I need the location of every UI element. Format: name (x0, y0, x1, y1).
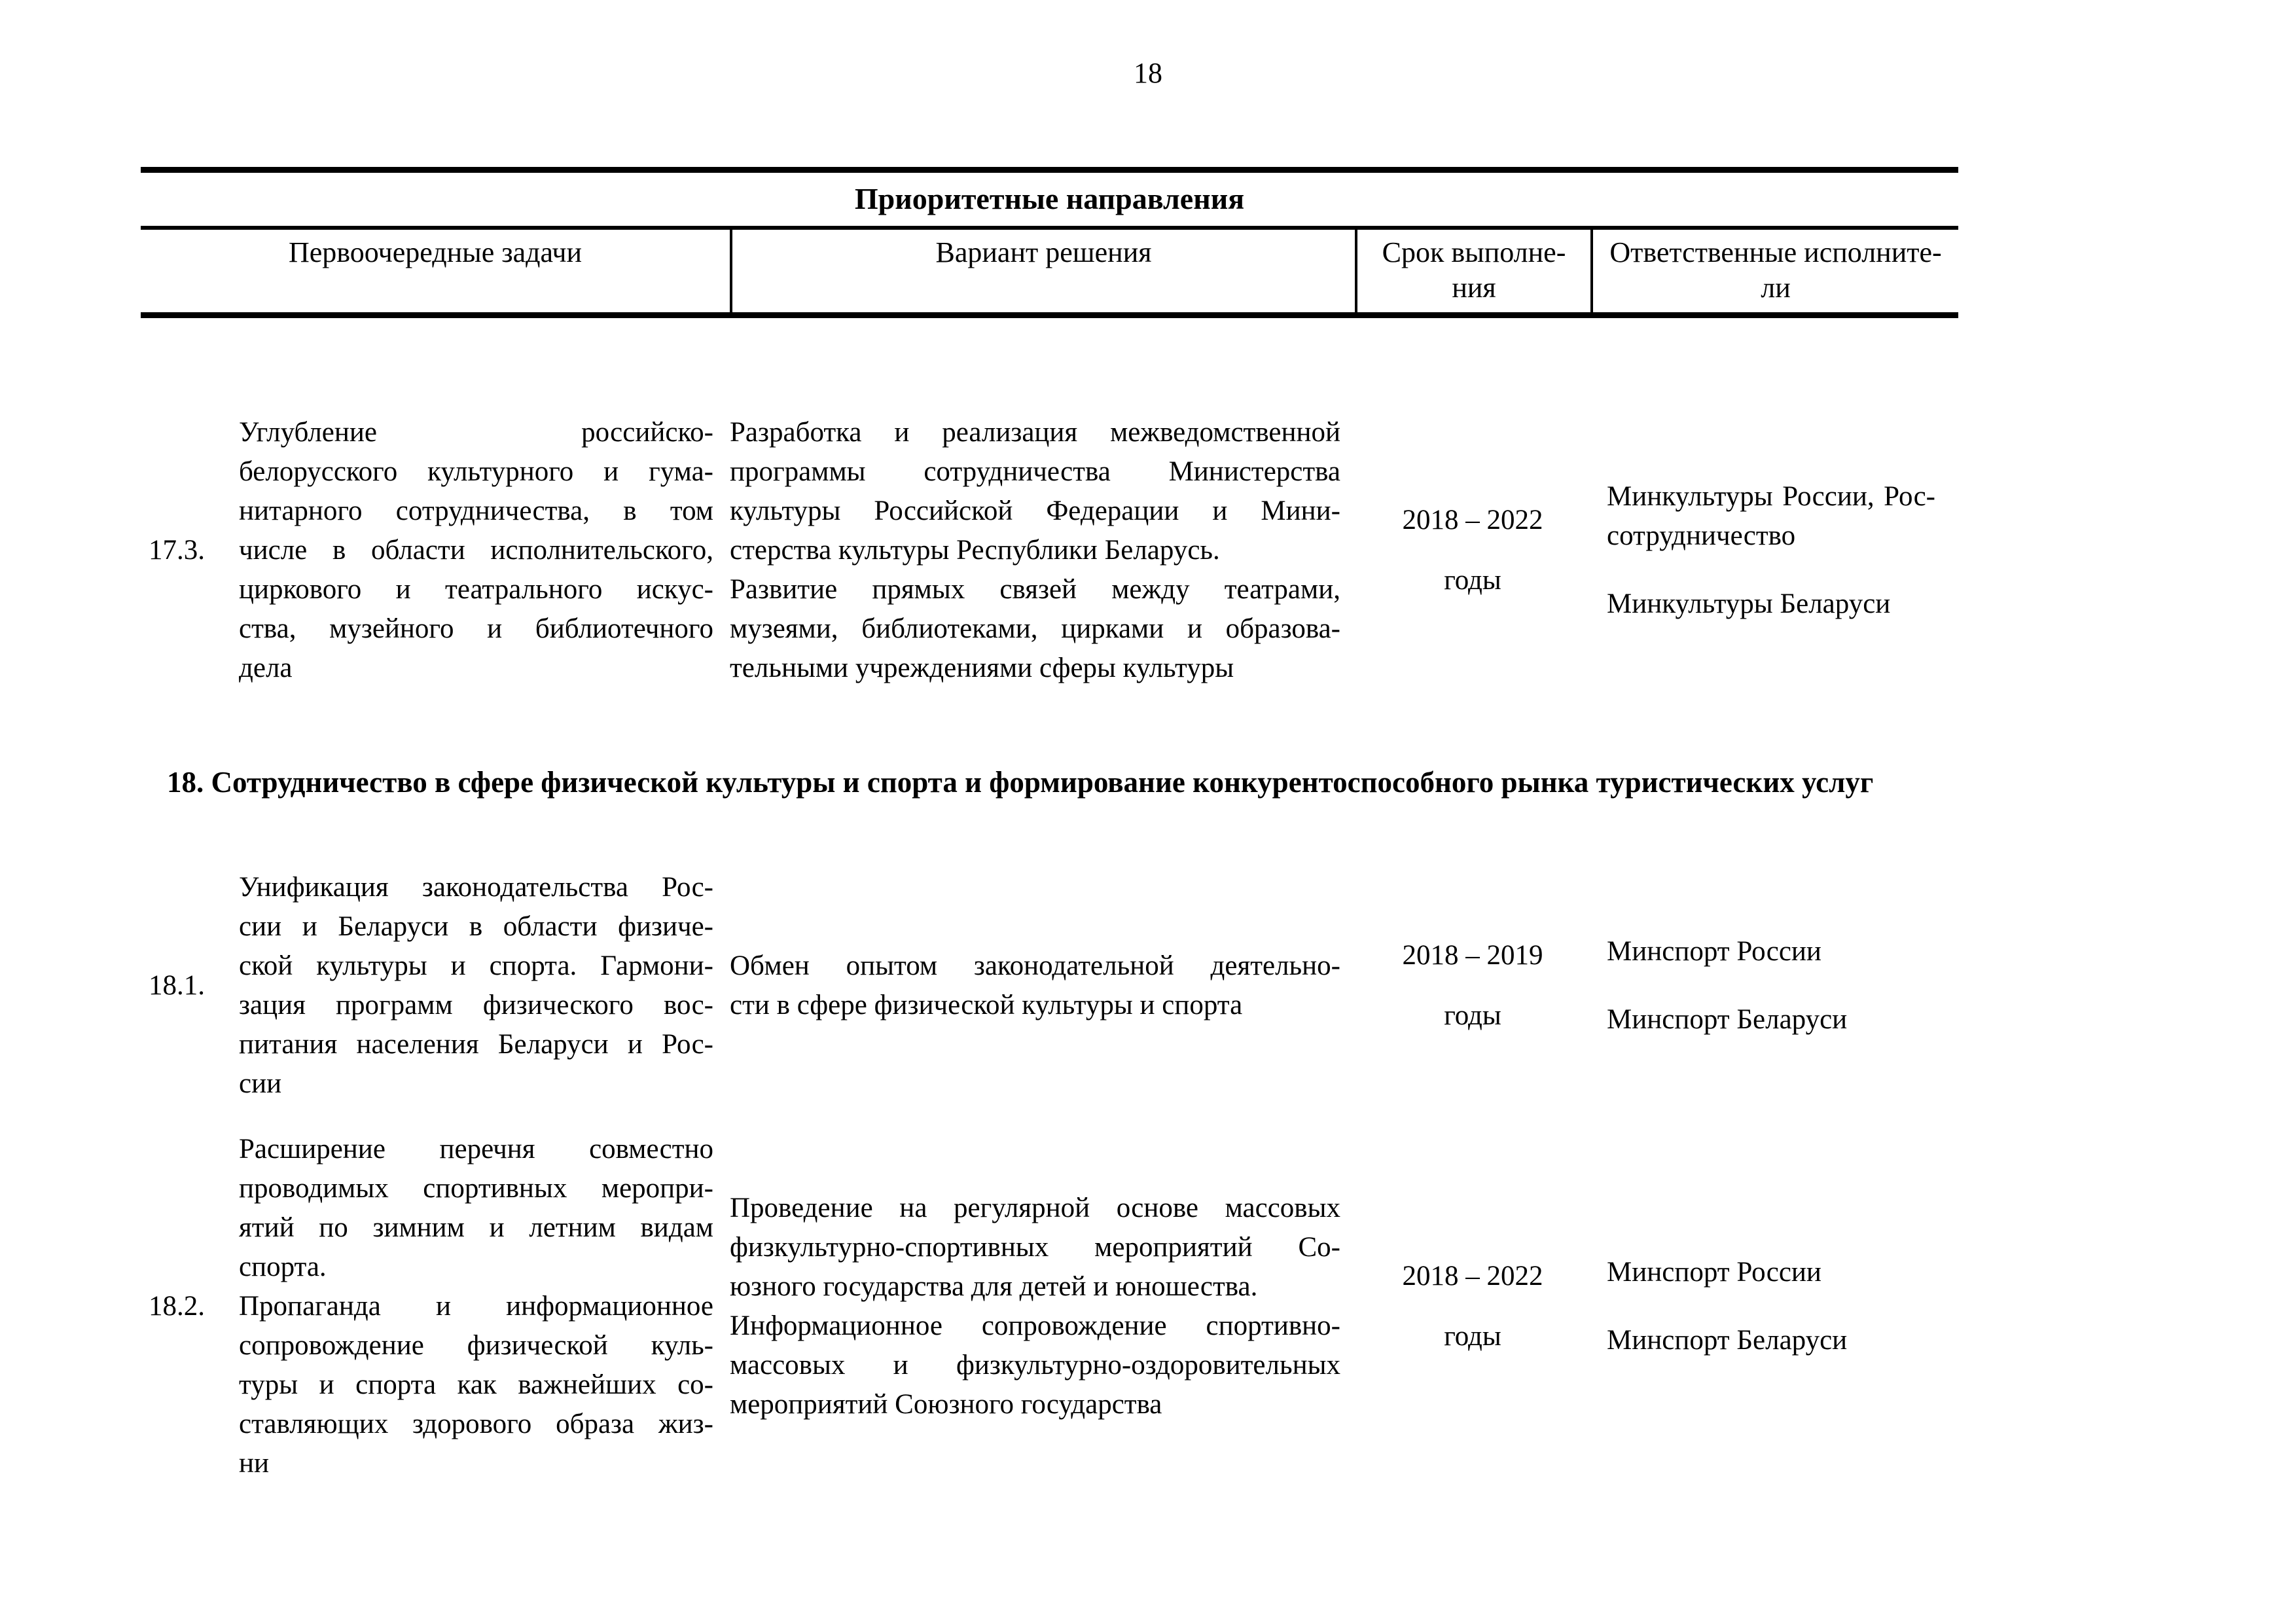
text-line: Срок выполне- (1382, 236, 1566, 268)
text-line: Минспорт Беларуси (1607, 1325, 1848, 1356)
priority-directions-table (141, 167, 1958, 1483)
text-line: ской культуры и спорта. Гармони- (239, 950, 713, 981)
paragraph (730, 413, 1340, 570)
paragraph (1607, 932, 1935, 971)
text-line: 2018 – 2022 (1402, 505, 1543, 535)
paragraph (239, 868, 713, 1104)
text-line: Вариант решения (935, 236, 1152, 268)
text-line: стерства культуры Республики Беларусь. (730, 535, 1220, 566)
executors-cell (1590, 477, 1958, 624)
row-number: 18.2. (149, 1291, 205, 1322)
paragraph (239, 1287, 713, 1483)
paragraph (730, 1307, 1340, 1424)
text-line: мероприятий Союзного государства (730, 1389, 1162, 1420)
text-line: Минспорт России (1607, 1257, 1821, 1288)
text-line: Пропаганда и информационное (239, 1291, 713, 1322)
paragraph (1607, 585, 1935, 624)
text-line: сии и Беларуси в области физиче- (239, 911, 713, 942)
period-cell (1355, 1246, 1590, 1367)
tasks-cell (141, 413, 730, 688)
row-number: 17.3. (149, 535, 205, 566)
text-line: музеями, библиотеками, цирками и образова- (730, 613, 1340, 644)
text-line: Минспорт Беларуси (1607, 1004, 1848, 1035)
text-line: белорусского культурного и гума- (239, 456, 713, 487)
tasks-text (239, 413, 730, 688)
header-cell-tasks (141, 230, 730, 312)
table-row-17-3 (141, 413, 1958, 688)
text-line: годы (1444, 1321, 1501, 1352)
text-line: годы (1444, 1000, 1501, 1031)
text-line: Информационное сопровождение спортивно- (730, 1310, 1340, 1341)
tasks-cell (141, 868, 730, 1104)
tasks-cell (141, 1130, 730, 1483)
solution-cell (730, 947, 1355, 1025)
period-cell (1355, 926, 1590, 1046)
period-cell (1355, 490, 1590, 611)
text-line: Разработка и реализация межведомственной (730, 417, 1340, 448)
text-line: Минкультуры России, Рос- (1607, 481, 1935, 512)
text-line: культуры Российской Федерации и Мини- (730, 496, 1340, 526)
text-line: Углубление российско- (239, 417, 713, 448)
solution-cell (730, 1189, 1355, 1424)
text-line: Первоочередные задачи (288, 236, 582, 268)
header-cell-executors (1590, 230, 1958, 312)
text-line: ли (1761, 272, 1791, 304)
text-line: Ответственные исполните- (1609, 236, 1942, 268)
text-line: годы (1444, 565, 1501, 596)
executors-cell (1590, 1253, 1958, 1360)
table-title: Приоритетные направления (141, 167, 1958, 230)
paragraph (1607, 1253, 1935, 1292)
text-line: питания населения Беларуси и Рос- (239, 1029, 713, 1060)
text-line: дела (239, 653, 293, 683)
text-line: циркового и театрального искус- (239, 574, 713, 605)
text-line: Расширение перечня совместно (239, 1134, 713, 1164)
tasks-text (239, 1130, 730, 1483)
text-line: Минкультуры Беларуси (1607, 588, 1891, 619)
text-line: ния (1452, 272, 1496, 304)
paragraph (730, 947, 1340, 1025)
section-heading-18: 18. Сотрудничество в сфере физической культуры и спорта и формирование конкурентоспособного рынка туристических услуг (167, 766, 1874, 799)
text-line: программы сотрудничества Министерства (730, 456, 1340, 487)
table-row-18-2 (141, 1130, 1958, 1483)
text-line: Проведение на регулярной основе массовых (730, 1193, 1340, 1223)
text-line: 2018 – 2019 (1402, 940, 1543, 971)
paragraph (239, 1130, 713, 1287)
text-line: Развитие прямых связей между театрами, (730, 574, 1340, 605)
tasks-text (239, 868, 730, 1104)
text-line: сопровождение физической куль- (239, 1330, 713, 1361)
header-cell-period (1355, 230, 1590, 312)
page-number: 18 (1134, 57, 1162, 89)
text-line: Обмен опытом законодательной деятельно- (730, 950, 1340, 981)
text-line: физкультурно-спортивных мероприятий Со- (730, 1232, 1340, 1263)
text-line: сии (239, 1068, 282, 1099)
text-line: проводимых спортивных меропри- (239, 1173, 713, 1204)
text-line: ставляющих здорового образа жиз- (239, 1409, 713, 1439)
paragraph (1607, 1000, 1935, 1039)
paragraph (730, 570, 1340, 688)
text-line: Унификация законодательства Рос- (239, 872, 713, 903)
text-line: туры и спорта как важнейших со- (239, 1369, 713, 1400)
table-row-18-1 (141, 868, 1958, 1104)
paragraph (1607, 477, 1935, 556)
paragraph (730, 1189, 1340, 1307)
text-line: нитарного сотрудничества, в том (239, 496, 713, 526)
paragraph (239, 413, 713, 688)
text-line: массовых и физкультурно-оздоровительных (730, 1350, 1340, 1380)
header-cell-solution (730, 230, 1355, 312)
text-line: сти в сфере физической культуры и спорта (730, 990, 1243, 1020)
table-header-row (141, 230, 1958, 318)
text-line: зация программ физического вос- (239, 990, 713, 1020)
row-number: 18.1. (149, 970, 205, 1001)
paragraph (1607, 1321, 1935, 1360)
text-line: тельными учреждениями сферы культуры (730, 653, 1234, 683)
text-line: ства, музейного и библиотечного (239, 613, 713, 644)
text-line: ни (239, 1448, 270, 1479)
text-line: ятий по зимним и летним видам (239, 1212, 713, 1243)
text-line: спорта. (239, 1252, 327, 1282)
text-line: юзного государства для детей и юношества. (730, 1271, 1258, 1302)
text-line: сотрудничество (1607, 520, 1796, 551)
text-line: числе в области исполнительского, (239, 535, 713, 566)
solution-cell (730, 413, 1355, 688)
text-line: 2018 – 2022 (1402, 1261, 1543, 1291)
executors-cell (1590, 932, 1958, 1039)
text-line: Минспорт России (1607, 936, 1821, 967)
